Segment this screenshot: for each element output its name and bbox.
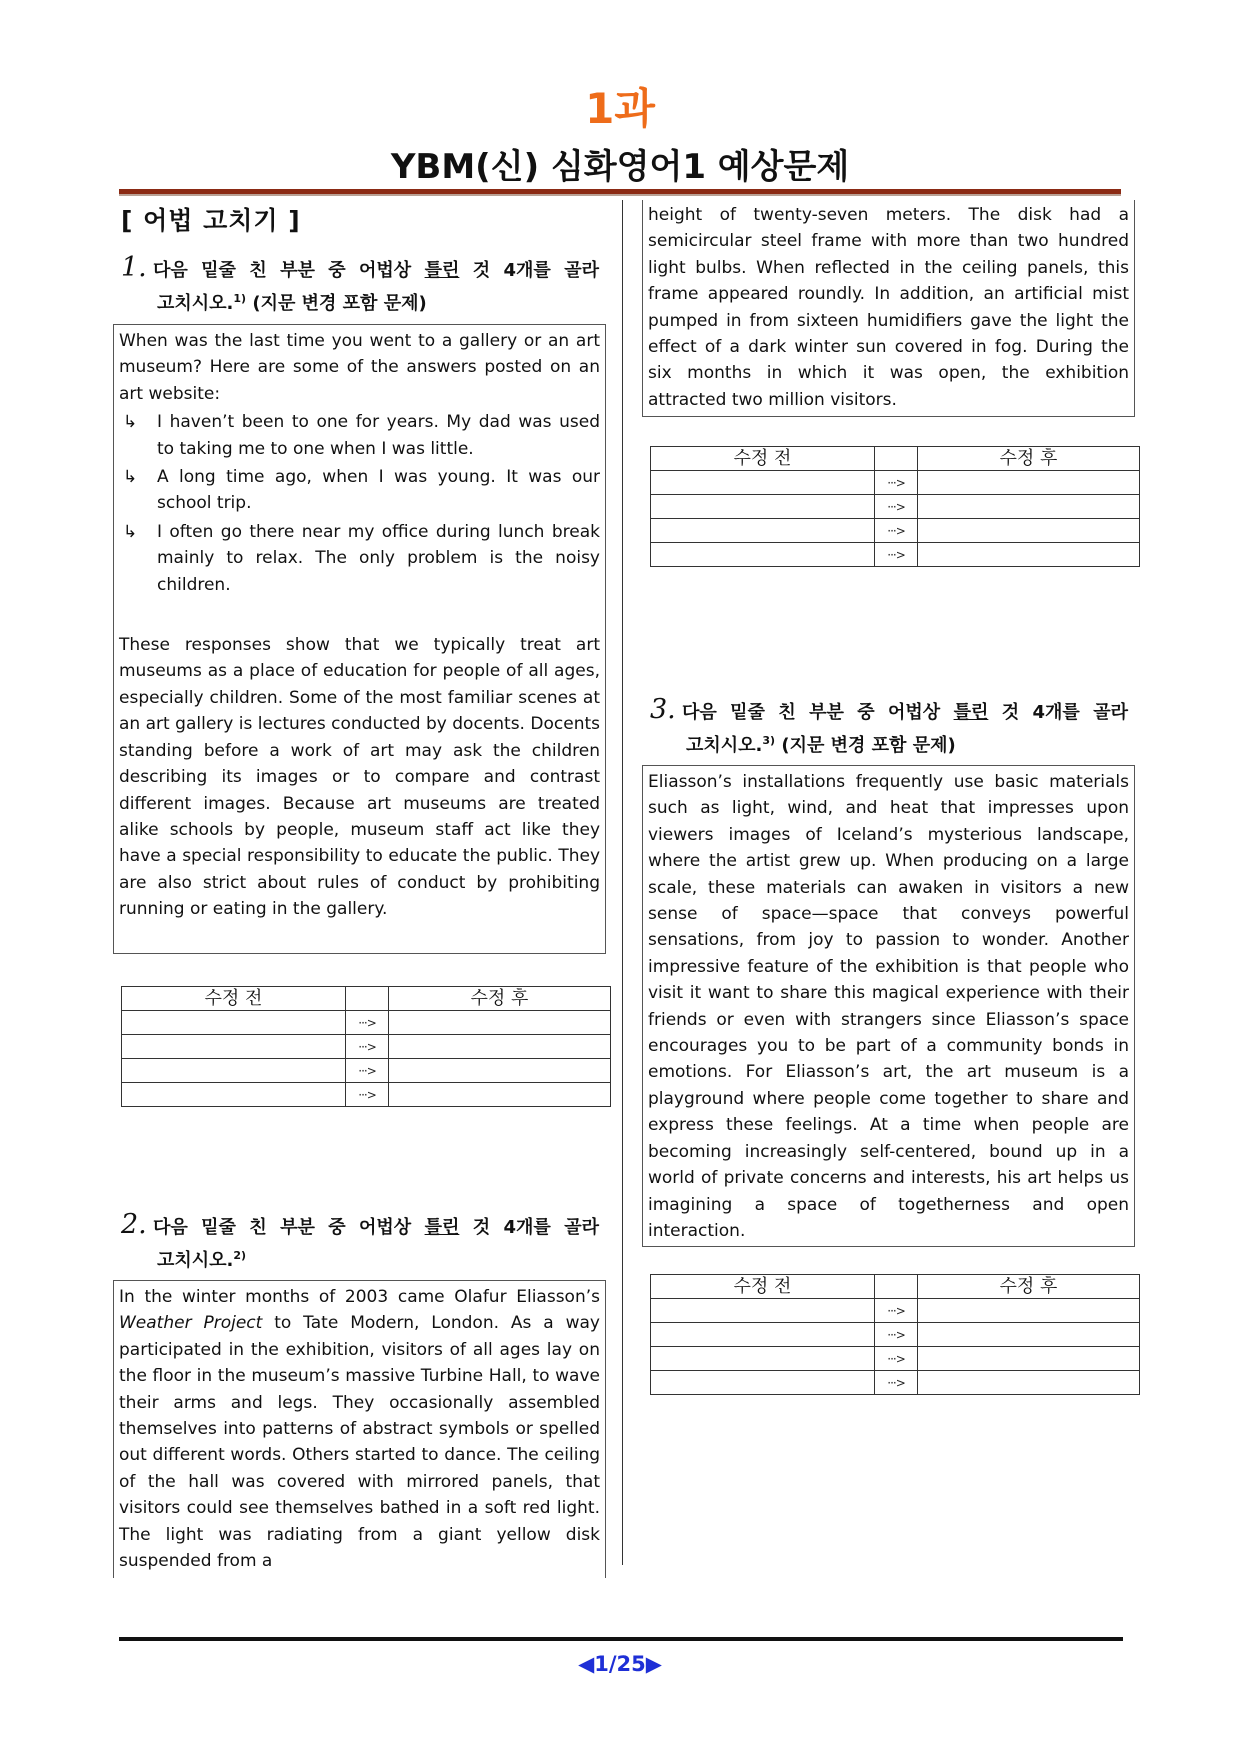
- reply-arrow-icon: ↳: [123, 467, 138, 488]
- answer-after-input[interactable]: [918, 1323, 1140, 1347]
- table-row: [651, 1299, 1140, 1323]
- question-2-prompt: 2. 다음 밑줄 친 부분 중 어법상 틀린 것 4개를 골라 고치시오.$^{2)}$: [121, 1209, 599, 1271]
- reply-item: ↳ I often go there near my office during lunch break mainly to relax. The only problem is the noisy children.: [119, 519, 600, 598]
- answer-before-input[interactable]: [122, 1059, 346, 1083]
- page-number: ◀1/25▶: [578, 1652, 662, 1676]
- arrow-icon: ···>: [875, 1323, 918, 1347]
- table-header-before: 수정 전: [651, 1275, 875, 1299]
- table-row: [122, 1035, 611, 1059]
- table-header-after: 수정 후: [918, 1275, 1140, 1299]
- table-row: [651, 495, 1140, 519]
- table-row: [122, 1059, 611, 1083]
- answer-after-input[interactable]: [918, 495, 1140, 519]
- arrow-icon: ···>: [875, 543, 918, 567]
- arrow-icon: ···>: [346, 1035, 389, 1059]
- answer-after-input[interactable]: [389, 1059, 611, 1083]
- answer-before-input[interactable]: [651, 543, 875, 567]
- arrow-icon: ···>: [875, 519, 918, 543]
- question-1-prompt: 1. 다음 밑줄 친 부분 중 어법상 틀린 것 4개를 골라 고치시오.$^{1)}$ (지문 변경 포함 문제): [121, 252, 599, 314]
- answer-after-input[interactable]: [918, 519, 1140, 543]
- answer-before-input[interactable]: [122, 1011, 346, 1035]
- question-number: 2.: [121, 1209, 147, 1240]
- answer-after-input[interactable]: [918, 1347, 1140, 1371]
- question-3-prompt: 3. 다음 밑줄 친 부분 중 어법상 틀린 것 4개를 골라 고치시오.$^{3)}$ (지문 변경 포함 문제): [650, 694, 1128, 756]
- question-1-passage: [113, 324, 606, 954]
- answer-after-input[interactable]: [918, 471, 1140, 495]
- footer-divider: [119, 1637, 1123, 1641]
- answer-after-input[interactable]: [389, 1083, 611, 1107]
- arrow-icon: ···>: [875, 495, 918, 519]
- arrow-icon: ···>: [346, 1011, 389, 1035]
- answer-table-2: [650, 446, 1140, 567]
- table-header-before: 수정 전: [651, 447, 875, 471]
- answer-before-input[interactable]: [122, 1083, 346, 1107]
- answer-table-3: [650, 1274, 1140, 1395]
- passage-body: These responses show that we typically treat art museums as a place of education for people of all ages, especially children. Some of the most familiar scenes at an art gallery is lectures conducted by docents. Docents standing before a work of art may ask the children describing its images or to compare and contrast different images. Because art museums are treated alike schools by people, museum staff act like they have a special responsibility to educate the public. They are also strict about rules of conduct by prohibiting running or eating in the gallery.: [119, 635, 600, 920]
- arrow-icon: ···>: [346, 1083, 389, 1107]
- question-number: 1.: [121, 252, 147, 283]
- page-title: YBM(신) 심화영어1 예상문제: [390, 147, 850, 187]
- arrow-icon: ···>: [346, 1059, 389, 1083]
- answer-after-input[interactable]: [918, 1371, 1140, 1395]
- column-divider: [622, 200, 623, 1565]
- answer-before-input[interactable]: [651, 1299, 875, 1323]
- reply-item: ↳ I haven’t been to one for years. My dad was used to taking me to one when I was little.: [119, 409, 600, 462]
- answer-table-1: [121, 986, 611, 1107]
- reply-arrow-icon: ↳: [123, 521, 138, 542]
- question-3-passage: Eliasson’s installations frequently use basic materials such as light, wind, and heat that impresses upon viewers images of Iceland’s mysterious landscape, where the artist grew up. When producing on a large scale, these materials can awaken in visitors a new sense of space—space that conveys powerful sensations, from joy to passion to wonder. Another impressive feature of the exhibition is that people who visit it want to share this magical experience with their friends or even with strangers since Eliasson’s space encourages you to be part of a community bonds in emotions. For Eliasson’s art, the art museum is a playground where people come together to share and express these feelings. At a time when people are becoming increasingly self-centered, bound up in a world of private concerns and interests, his art helps us imagining a space of togetherness and open interaction.: [642, 765, 1135, 1247]
- table-header-after: 수정 후: [389, 987, 611, 1011]
- arrow-icon: ···>: [875, 471, 918, 495]
- arrow-icon: ···>: [875, 1347, 918, 1371]
- question-number: 3.: [650, 694, 676, 725]
- table-row: [651, 471, 1140, 495]
- answer-after-input[interactable]: [918, 543, 1140, 567]
- table-header-before: 수정 전: [122, 987, 346, 1011]
- work-title: Weather Project: [119, 1313, 263, 1334]
- table-row: [651, 1371, 1140, 1395]
- passage-intro: When was the last time you went to a gallery or an art museum? Here are some of the answers posted on an art website:: [119, 331, 600, 404]
- footnote-ref: 2): [233, 1249, 247, 1262]
- answer-before-input[interactable]: [651, 1371, 875, 1395]
- table-row: [122, 1011, 611, 1035]
- arrow-icon: ···>: [875, 1371, 918, 1395]
- title-divider: [119, 189, 1121, 196]
- answer-before-input[interactable]: [651, 519, 875, 543]
- question-2-passage: In the winter months of 2003 came Olafur Eliasson’s Weather Project to Tate Modern, London. As a way participated in the exhibition, visitors of all ages lay on the floor in the museum’s massive Turbine Hall, to wave their arms and legs. They occasionally assembled themselves into patterns of abstract symbols or spelled out different words. Others started to dance. The ceiling of the hall was covered with mirrored panels, that visitors could see themselves bathed in a soft red light. The light was radiating from a giant yellow disk suspended from a: [113, 1280, 606, 1578]
- answer-before-input[interactable]: [651, 1347, 875, 1371]
- table-row: [651, 1323, 1140, 1347]
- reply-arrow-icon: ↳: [123, 412, 138, 433]
- question-2-passage-continued: height of twenty-seven meters. The disk had a semicircular steel frame with more than two hundred light bulbs. When reflected in the ceiling panels, this frame appeared roundly. In addition, an artificial mist pumped in from sixteen humidifiers gave the light the effect of a dark winter sun covered in fog. During the six months in which it was open, the exhibition attracted two million visitors.: [642, 200, 1135, 417]
- table-row: [122, 1083, 611, 1107]
- table-header-after: 수정 후: [918, 447, 1140, 471]
- answer-before-input[interactable]: [651, 471, 875, 495]
- reply-item: ↳ A long time ago, when I was young. It was our school trip.: [119, 464, 600, 517]
- arrow-icon: ···>: [875, 1299, 918, 1323]
- answer-before-input[interactable]: [651, 495, 875, 519]
- table-row: [651, 519, 1140, 543]
- answer-after-input[interactable]: [389, 1011, 611, 1035]
- section-title: [ 어법 고치기 ]: [121, 206, 301, 235]
- answer-after-input[interactable]: [918, 1299, 1140, 1323]
- footnote-ref: 3): [762, 734, 776, 747]
- answer-before-input[interactable]: [651, 1323, 875, 1347]
- lesson-number: 1과: [585, 84, 655, 133]
- table-row: [651, 1347, 1140, 1371]
- footnote-ref: 1): [233, 292, 247, 305]
- answer-before-input[interactable]: [122, 1035, 346, 1059]
- table-row: [651, 543, 1140, 567]
- answer-after-input[interactable]: [389, 1035, 611, 1059]
